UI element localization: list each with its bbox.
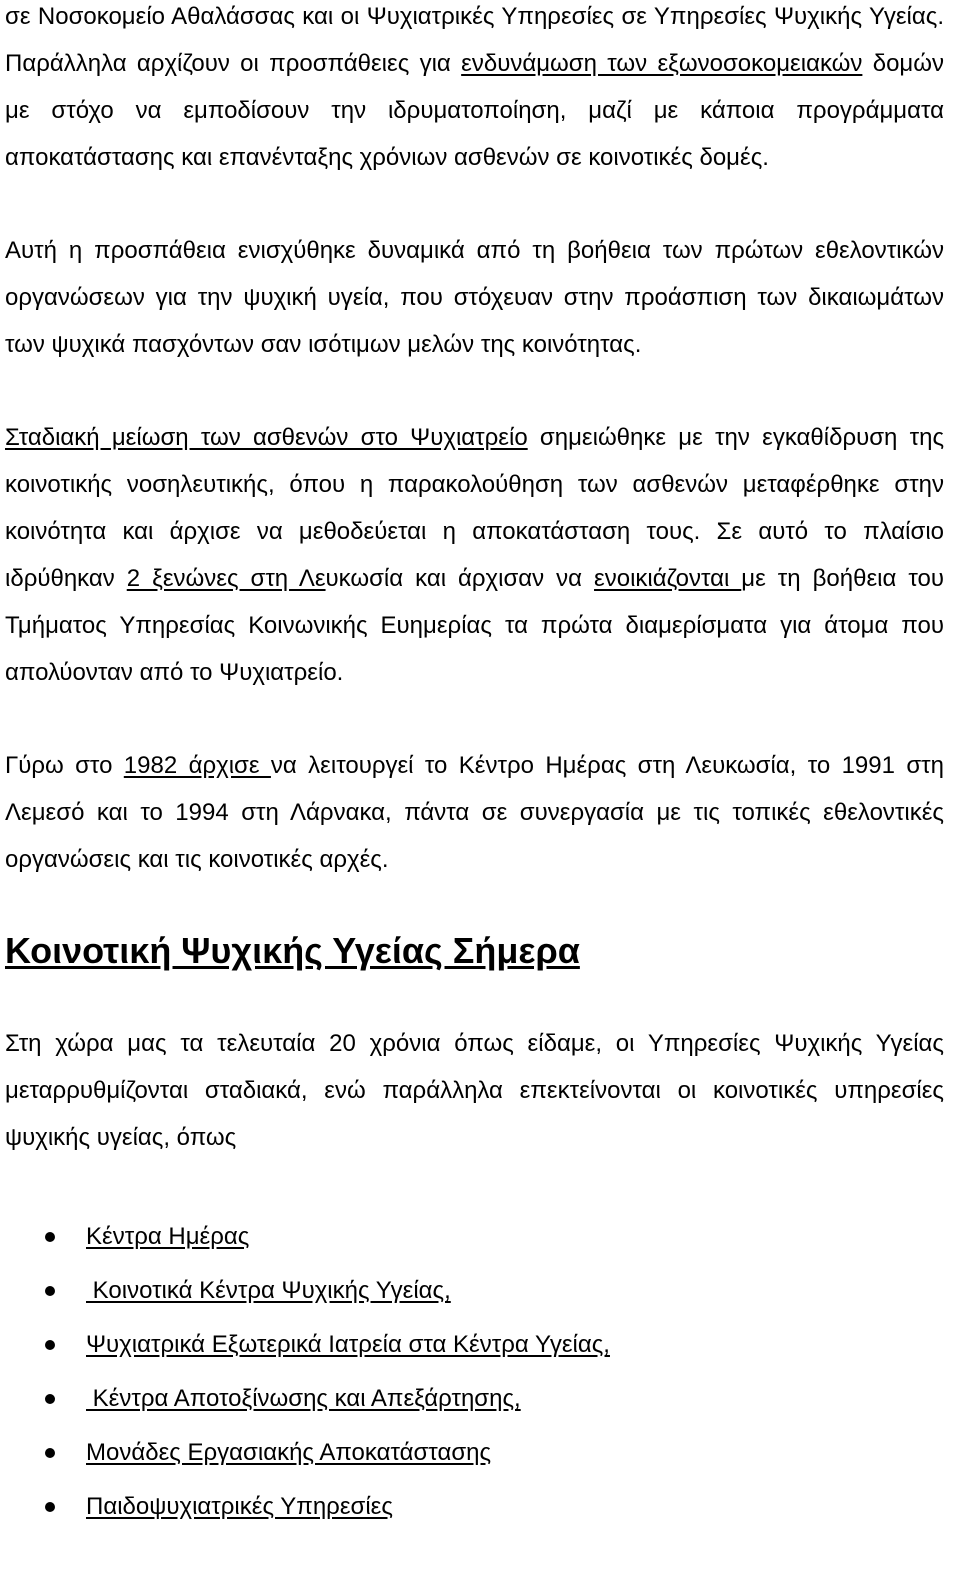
bullet-icon [45,1502,55,1512]
paragraph-current-services: Στη χώρα μας τα τελευταία 20 χρόνια όπως είδαμε, οι Υπηρεσίες Ψυχικής Υγείας μεταρρυθμίζονται σταδιακά, ενώ παράλληλα επεκτείνονται οι κοινοτικές υπηρεσίες ψυχικής υγείας, όπως [5,1030,944,1151]
list-item [5,1325,944,1379]
underlined-phrase: 2 ξενώνες στη Λε [126,565,326,592]
underlined-phrase: Σταδιακή μείωση των ασθενών στο Ψυχιατρείο [5,424,528,451]
paragraph-volunteer-organizations: Αυτή η προσπάθεια ενισχύθηκε δυναμικά από τη βοήθεια των πρώτων εθελοντικών οργανώσεων για την ψυχική υγεία, που στόχευαν στην προάσπιση των δικαιωμάτων των ψυχικά πασχόντων σαν ισότιμων μελών της κοινότητας. [5,237,944,358]
text-segment: υκωσία και άρχισαν να [325,565,595,592]
list-item-label: Μονάδες Εργασιακής Αποκατάστασης [86,1439,492,1466]
list-item [5,1217,944,1271]
text-segment: σε Νοσοκομείο Αθαλάσσας και οι Ψυχιατρικές Υπηρεσίες σε Υπηρεσίες Ψυχικής Υγείας. Παράλληλα αρχίζουν οι προσπάθειες για [5,3,944,77]
text-segment: να λειτουργεί το Κέντρο Ημέρας στη Λευκωσία, το 1991 στη Λεμεσό και το 1994 στη Λάρνακα, πάντα σε συνεργασία με τις τοπικές εθελοντικές οργανώσεις και τις κοινοτικές αρχές. [5,752,944,873]
list-item [5,1487,944,1541]
section-heading: Κοινοτική Ψυχικής Υγείας Σήμερα [5,930,580,971]
list-item [5,1433,944,1487]
underlined-phrase: 1982 άρχισε [123,752,271,779]
list-item-label: Κοινοτικά Κέντρα Ψυχικής Υγείας, [86,1277,451,1304]
bullet-icon [45,1286,55,1296]
bullet-icon [45,1394,55,1404]
bullet-icon [45,1232,55,1242]
list-item [5,1379,944,1433]
underlined-phrase: ενδυνάμωση των εξωνοσοκομειακών [461,50,863,77]
underlined-phrase: ενοικιάζονται [594,565,742,592]
list-item-label: Κέντρα Αποτοξίνωσης και Απεξάρτησης, [86,1385,521,1412]
list-item-label: Κέντρα Ημέρας [86,1223,250,1250]
services-list [5,1217,944,1541]
paragraph-hospital-services [5,0,944,181]
paragraph-patient-reduction [5,414,944,696]
text-segment: δομών με στόχο να εμποδίσουν την ιδρυματοποίηση, μαζί με κάποια προγράμματα αποκατάστασης και επανένταξης χρόνιων ασθενών σε κοινοτικές δομές. [5,50,944,171]
text-segment: με τη βοήθεια του Τμήματος Υπηρεσίας Κοινωνικής Ευημερίας τα πρώτα διαμερίσματα για άτομα που απολύονταν από το Ψυχιατρείο. [5,565,944,686]
list-item-label: Παιδοψυχιατρικές Υπηρεσίες [86,1493,393,1520]
bullet-icon [45,1340,55,1350]
paragraph-day-centres [5,742,944,883]
list-item [5,1271,944,1325]
text-segment: Γύρω στο [5,752,124,779]
text-segment: σημειώθηκε με την εγκαθίδρυση της κοινοτικής νοσηλευτικής, όπου η παρακολούθηση των ασθενών μεταφέρθηκε στην κοινότητα και άρχισε να μεθοδεύεται η αποκατάσταση τους. Σε αυτό το πλαίσιο ιδρύθηκαν [5,424,945,592]
bullet-icon [45,1448,55,1458]
list-item-label: Ψυχιατρικά Εξωτερικά Ιατρεία στα Κέντρα Υγείας, [86,1331,610,1358]
